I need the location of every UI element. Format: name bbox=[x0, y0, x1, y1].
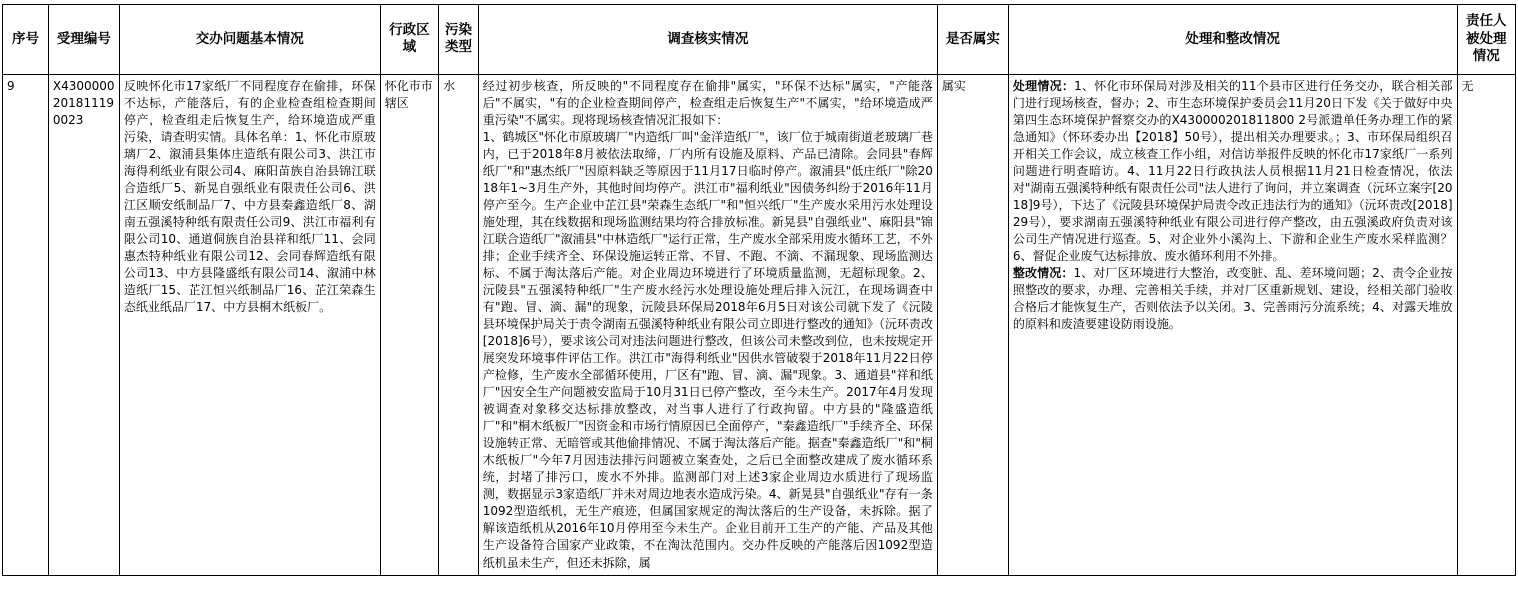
column-header-responsible: 责任人被处理情况 bbox=[1457, 5, 1515, 75]
cell-responsible: 无 bbox=[1457, 74, 1515, 575]
column-header-pollution-type: 污染类型 bbox=[439, 5, 479, 75]
cell-region: 怀化市市辖区 bbox=[380, 74, 438, 575]
cell-pollution-type: 水 bbox=[439, 74, 479, 575]
investigation-report-table bbox=[2, 4, 1516, 576]
column-header-seq: 序号 bbox=[3, 5, 49, 75]
cell-handling bbox=[1008, 74, 1457, 575]
cell-verification bbox=[478, 74, 937, 575]
handling-label-2: 整改情况： bbox=[1012, 265, 1074, 280]
basic-situation-text: 反映怀化市17家纸厂不同程度存在偷排，环保不达标，产能落后，有的企业检查组检查期间停产，检查组走后恢复生产，给环境造成严重污染，请查明实情。具体名单：1、怀化市原玻璃厂2、溆浦县集体庄造纸有限公司3、洪江市海得利纸业有限公司4、麻阳苗族自治县锦江联合造纸厂5、新晃自强纸业有限责任公司6、洪江区顺安纸制品厂7、中方县秦鑫造纸厂8、湖南五强溪特种纸有限责任公司9、洪江市福利有限公司10、通道侗族自治县祥和纸厂11、会同惠杰特种纸业有限公司12、会同春辉造纸有限公司13、中方县隆盛纸有限公司14、溆浦中林造纸厂15、芷江恒兴纸制品厂16、芷江荣森生态纸业纸品厂17、中方县桐木纸板厂。 bbox=[123, 78, 376, 315]
verification-paragraph-2: 1、鹤城区"怀化市原玻璃厂"内造纸厂叫"金洋造纸厂"，该厂位于城南街道老玻璃厂巷内，已于2018年8月被依法取缔，厂内所有设施及原料、产品已清除。会同县"春辉纸厂"和"惠杰纸厂"因原料缺乏等原因于11月17日临时停产。溆浦县"低庄纸厂"除2018年1~3月生产外，其他时间均停产。洪江市"福利纸业"因债务纠纷于2016年11月停产至今。生产企业中芷江县"荣森生态纸厂"和"恒兴纸厂"生产废水采用污水处理设施处理，其在线数据和现场监测结果均符合排放标准。新晃县"自强纸业"、麻阳县"锦江联合造纸厂"溆浦县"中林造纸厂"运行正常，生产废水全部采用废水循环工艺，不外排；企业手续齐全、环保设施运转正常、不冒、不跑、不滴、不漏现象、现场监测达标、不属于淘汰落后产能。对企业周边环境进行了环境质量监测，无超标现象。2、沅陵县"五强溪特种纸厂"生产废水经污水处理设施处理后排入沅江，在现场调查中有"跑、冒、滴、漏"的现象，沅陵县环保局2018年6月5日对该公司就下发了《沅陵县环境保护局关于责令湖南五强溪特种纸业有限公司立即进行整改的通知》（沅环责改[2018]6号），要求该公司对违法问题进行整改，但该公司未整改到位，也未按规定开展突发环境事件评估工作。洪江市"海得利纸业"因供水管破裂于2018年11月22日停产检修，生产废水全部循环使用，厂区有"跑、冒、滴、漏"现象。3、通道县"祥和纸厂"因安全生产问题被安监局于10月31日已停产整改，至今未生产。2017年4月发现被调查对象移交达标排放整改，对当事人进行了行政拘留。中方县的"隆盛造纸厂"和"桐木纸板厂"因资金和市场行情原因已全面停产，"秦鑫造纸厂"手续齐全、环保设施转正常、无暗管或其他偷排情况、不属于淘汰落后产能。据查"秦鑫造纸厂"和"桐木纸板厂"今年7月因违法排污问题被立案查处，之后已全面整改建成了废水循环系统，封堵了排污口，废水不外排。监测部门对上述3家企业周边水质进行了现场监测，数据显示3家造纸厂并未对周边地表水造成污染。4、新晃县"自强纸业"存有一条1092型造纸机，无生产痕迹，但属国家规定的淘汰落后的生产设备，未拆除。据了解该造纸机从2016年10月停用至今未生产。企业目前开工生产的产能、产品及其他生产设备符合国家产业政策，不在淘汰范围内。交办件反映的产能落后因1092型造纸机虽未生产，但还未拆除，属 bbox=[482, 129, 933, 570]
table-row bbox=[3, 74, 1516, 575]
table-header-row bbox=[3, 5, 1516, 75]
column-header-handling: 处理和整改情况 bbox=[1008, 5, 1457, 75]
column-header-code: 受理编号 bbox=[48, 5, 119, 75]
cell-code: X4300000201811190023 bbox=[48, 74, 119, 575]
column-header-is-true: 是否属实 bbox=[937, 5, 1008, 75]
verification-paragraph-1: 经过初步核查，所反映的"不同程度存在偷排"属实，"环保不达标"属实，"产能落后"不属实，"有的企业检查期间停产，检查组走后恢复生产"不属实，"给环境造成严重污染"不属实。现将现场核查情况汇报如下： bbox=[482, 78, 933, 127]
handling-text-1: 1、怀化市环保局对涉及相关的11个县市区进行任务交办，联合相关部门进行现场核查，督办；2、市生态环境保护委员会11月20日下发《关于做好中央第四生态环境保护督察交办的X430000201811800 2号派遣单任务办理工作的紧急通知》（怀环委办出【2018】50号），提出相关办理要求。；3、市环保局组织召开相关工作会议，成立核查工作小组，对信访举报件反映的怀化市17家纸厂一系列问题进行明查暗访。4、11月22日行政执法人员根据11月21日检查情况，依法对"湖南五强溪特种纸有限责任公司"法人进行了询问，并立案调查（沅环立案字[2018]9号），下达了《沅陵县环境保护局责令改正违法行为的通知》（沅环责改[2018]29号），要求湖南五强溪特种纸业有限公司进行停产整改，由五强溪政府负责对该公司生产情况进行巡查。5、对企业外小溪沟上、下游和企业生产废水采样监测？6、督促企业废气达标排放、废水循环利用不外排。 bbox=[1012, 78, 1453, 263]
cell-basic-situation bbox=[119, 74, 380, 575]
handling-text-2: 1、对厂区环境进行大整治，改变脏、乱、差环境问题；2、责令企业按照整改的要求，办理、完善相关手续，并对厂区重新规划、建设，经相关部门验收合格后才能恢复生产，否则依法予以关闭。3、完善雨污分流系统；4、对露天堆放的原料和废渣要建设防雨设施。 bbox=[1012, 265, 1453, 332]
column-header-basic-situation: 交办问题基本情况 bbox=[119, 5, 380, 75]
handling-label-1: 处理情况： bbox=[1012, 78, 1075, 93]
column-header-region: 行政区域 bbox=[380, 5, 438, 75]
handling-paragraph-1 bbox=[1013, 78, 1453, 265]
cell-is-true: 属实 bbox=[937, 74, 1008, 575]
column-header-verification: 调查核实情况 bbox=[478, 5, 937, 75]
handling-paragraph-2 bbox=[1013, 265, 1453, 333]
cell-seq: 9 bbox=[3, 74, 49, 575]
